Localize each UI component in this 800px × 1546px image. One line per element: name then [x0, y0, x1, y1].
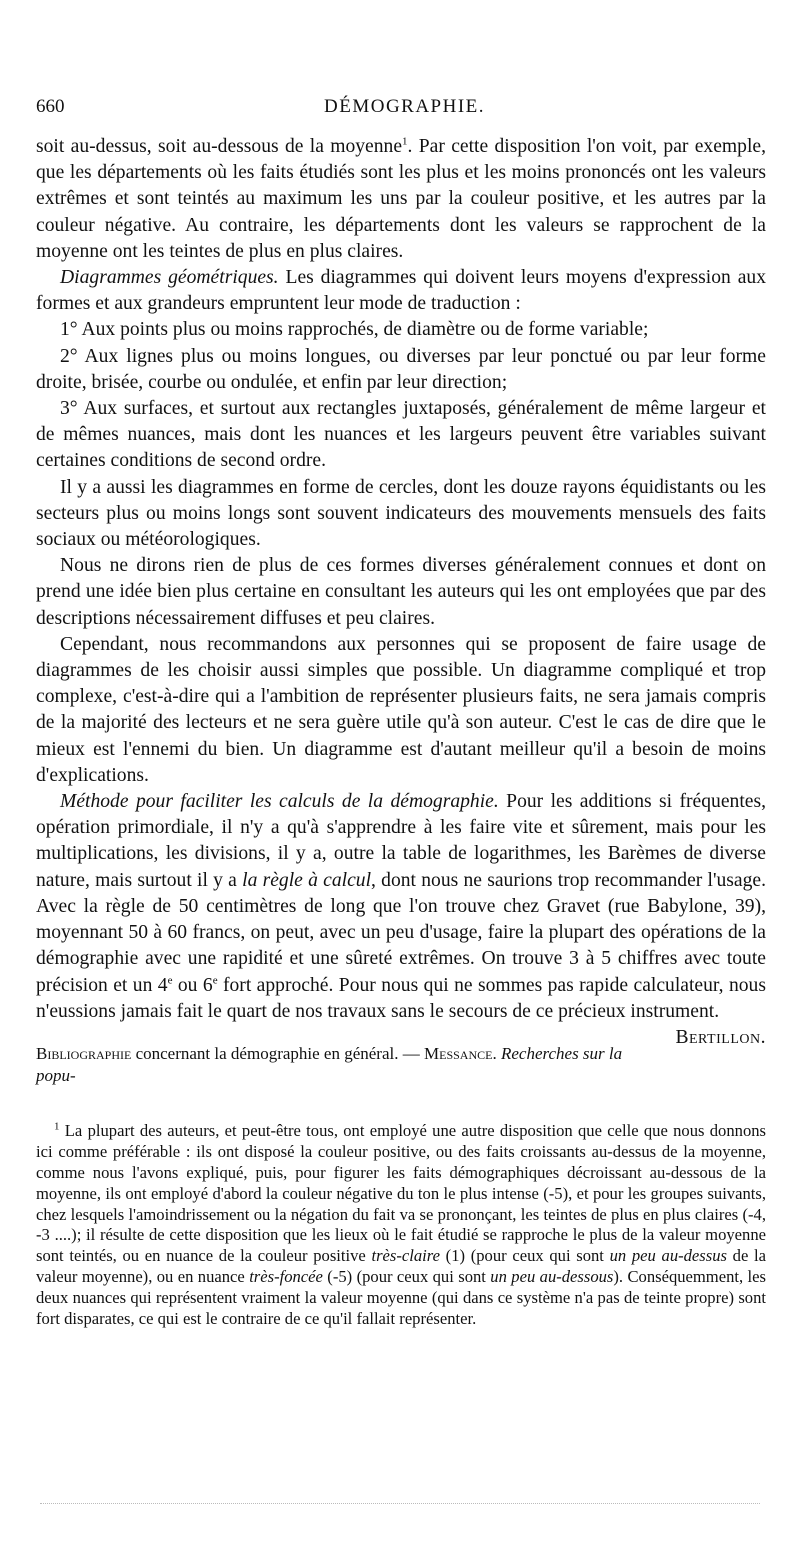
bibliography-line: Bibliographie concernant la démographie en général. — Messance. Recherches sur la popu-: [36, 1043, 623, 1085]
footnote-marker: 1: [54, 1120, 60, 1133]
list-item: 3° Aux surfaces, et surtout aux rectangles juxtaposés, généralement de même largeur et de mêmes nuances, mais dont les nuances et les largeurs peuvent être variables suivant certaines conditions de second ordre.: [36, 398, 766, 472]
paragraph: Diagrammes géométriques. Les diagrammes qui doivent leurs moyens d'expression aux formes et aux grandeurs empruntent leur mode de traduction :: [36, 267, 766, 315]
bleed-through-line: [40, 1503, 760, 1508]
bibliography-author: Messance.: [424, 1043, 497, 1063]
paragraph: Cependant, nous recommandons aux personnes qui se proposent de faire usage de diagrammes de les choisir aussi simples que possible. Un diagramme compliqué et trop complexe, c'est-à-dire qui a l'ambition de représenter plusieurs faits, ne sera jamais compris de la majorité des lecteurs et ne sera guère utile qu'à son auteur. C'est le cas de dire que le mieux est l'ennemi du bien. Un diagramme est d'autant meilleur qu'il a besoin de moins d'explications.: [36, 633, 766, 786]
paragraph: Méthode pour faciliter les calculs de la démographie. Pour les additions si fréquentes, opération primordiale, il n'y a qu'à s'apprendre à les faire vite et sûrement, mais pour les multiplications, les divisions, il y a, outre la table de logarithmes, les Barèmes de diverse nature, mais surtout il y a la règle à calcul, dont nous ne saurions trop recommander l'usage. Avec la règle de 50 centimètres de long que l'on trouve chez Gravet (rue Babylone, 39), moyennant 50 à 60 francs, on peut, avec un peu d'usage, faire la plupart des opérations de la démographie avec une rapidité et une sûreté extrêmes. On trouve 3 à 5 chiffres avec toute précision et un 4e ou 6e fort approché. Pour nous qui ne sommes pas rapide calculateur, nous n'eussions jamais fait le quart de nos travaux sans le secours de ce précieux instrument. Bertillon.: [36, 789, 766, 1025]
paragraph: soit au-dessus, soit au-dessous de la moyenne$^1$. Par cette disposition l'on voit, par exemple, que les départements où les faits étudiés sont les plus et les moins prononcés ont les valeurs extrêmes et sont teintés au maximum les uns par la couleur positive, et les autres par la couleur négative. Au contraire, les départements dont les valeurs se rapprochent de la moyenne ont les teintes de plus en plus claires.: [36, 135, 767, 262]
running-head: DÉMOGRAPHIE.: [324, 96, 486, 117]
paragraph: Il y a aussi les diagrammes en forme de cercles, dont les douze rayons équidistants ou les secteurs plus ou moins longs sont souvent indicateurs des mouvements mensuels des faits sociaux ou météorologiques.: [36, 476, 766, 551]
main-text: [36, 134, 767, 1048]
page-header: [36, 96, 766, 130]
section-heading: Méthode pour faciliter les calculs de la démographie.: [60, 791, 499, 813]
footnote: $^1$ La plupart des auteurs, et peut-être tous, ont employé une autre disposition que celle que nous donnons ici comme préférable : ils ont disposé la couleur positive, ou des faits croissants au-dessus de la moyenne, comme nous l'avons expliqué, puis, pour figurer les faits démographiques décroissant au-dessous de la moyenne, ils ont employé d'abord la couleur négative du ton le plus intense (-5), et pour les groupes suivants, chez lesquels l'amoindrissement ou la négation du fait va se prononçant, les teintes de plus en plus claires (-4, -3 ....); il résulte de cette disposition que les lieux où le fait étudié se rapproche le plus de la valeur moyenne sont teintés, ou en nuance de la couleur positive très-claire (1) (pour ceux qui sont un peu au-dessus de la valeur moyenne), ou en nuance très-foncée (-5) (pour ceux qui sont un peu au-dessous). Conséquemment, les deux nuances qui représentent vraiment la valeur moyenne (qui dans ce système n'a pas de teinte propre) sont fort disparates, ce qui est le contraire de ce qu'il fallait représenter.: [36, 1120, 766, 1329]
paragraph: Nous ne dirons rien de plus de ces formes diverses généralement connues et dont on prend une idée bien plus certaine en consultant les auteurs qui les ont employées que par des descriptions nécessairement diffuses et peu claires.: [36, 555, 766, 629]
bibliography-label: Bibliographie: [36, 1043, 132, 1063]
book-page: [36, 96, 766, 1330]
page-number: 660: [36, 96, 65, 117]
section-heading: Diagrammes géométriques.: [60, 267, 279, 289]
author-signature: Bertillon.: [675, 1026, 766, 1048]
list-item: 2° Aux lignes plus ou moins longues, ou diverses par leur ponctué ou par leur forme droite, brisée, courbe ou ondulée, et enfin par leur direction;: [36, 345, 766, 393]
list-item: 1° Aux points plus ou moins rapprochés, de diamètre ou de forme variable;: [60, 319, 649, 341]
footnote-reference[interactable]: 1: [402, 135, 408, 148]
